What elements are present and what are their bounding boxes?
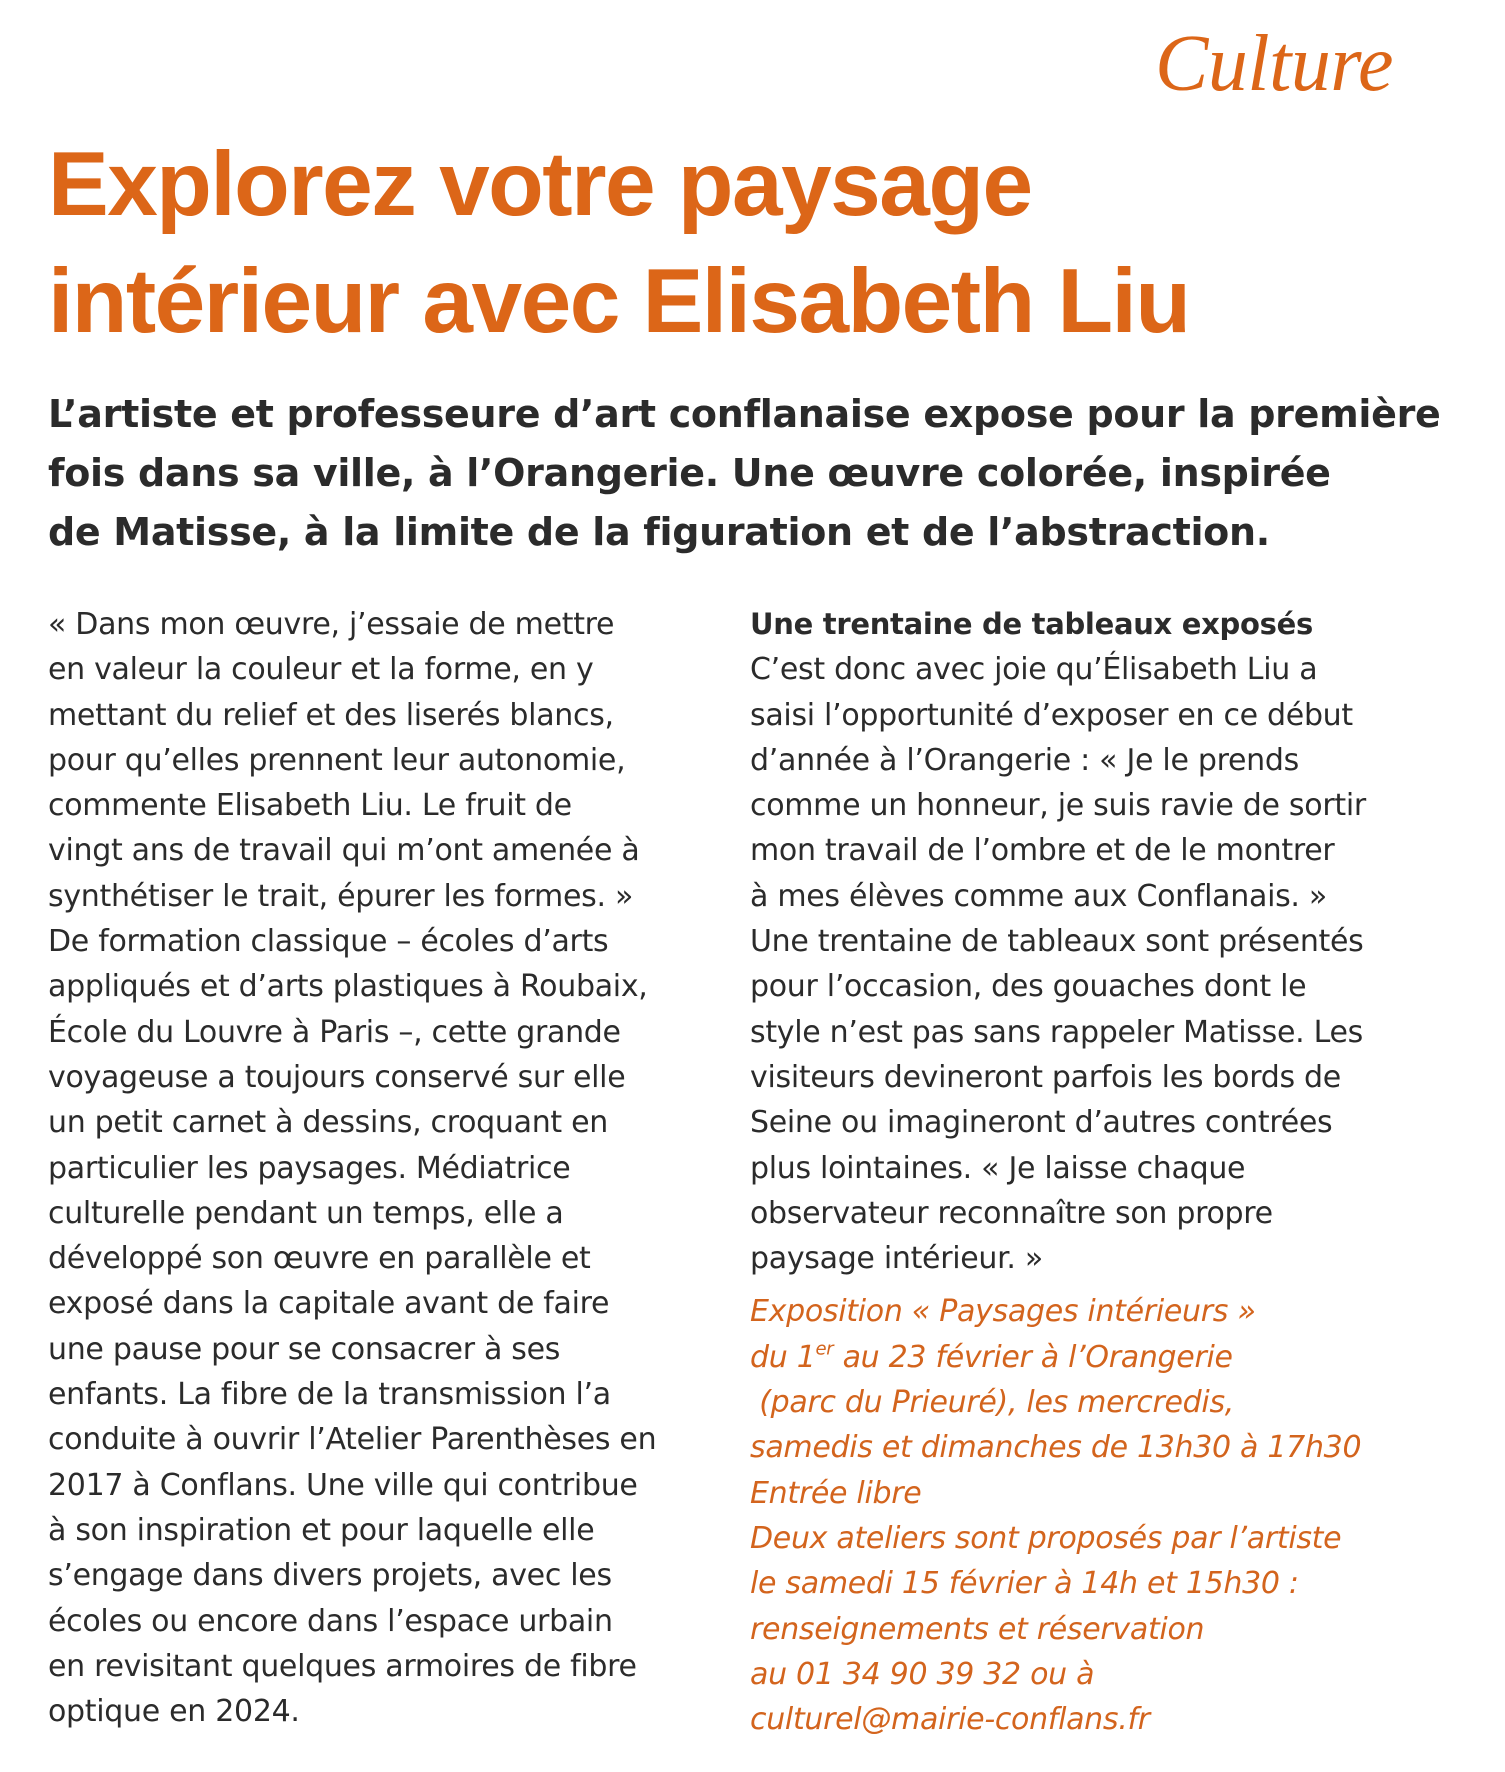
workshop-date: le samedi 15 février à 14h et 15h30 : (750, 1566, 1299, 1602)
body-line: style n’est pas sans rappeler Matisse. Les (750, 1014, 1363, 1050)
headline-line: Explorez votre paysage (48, 134, 1032, 235)
event-info-box (750, 1289, 1470, 1742)
body-line: Seine ou imagineront d’autres contrées (750, 1105, 1333, 1141)
body-line: d’année à l’Orangerie : « Je le prends (750, 742, 1299, 778)
body-line: s’engage dans divers projets, avec les (48, 1558, 612, 1594)
body-line: commente Elisabeth Liu. Le fruit de (48, 788, 572, 824)
body-line: exposé dans la capitale avant de faire (48, 1286, 610, 1322)
body-line: pour l’occasion, des gouaches dont le (750, 969, 1307, 1005)
event-title: Exposition « Paysages intérieurs » (750, 1294, 1256, 1330)
body-line: appliqués et d’arts plastiques à Roubaix, (48, 969, 648, 1005)
body-line: pour qu’elles prennent leur autonomie, (48, 742, 626, 778)
event-venue: (parc du Prieuré), les mercredis, (750, 1385, 1235, 1421)
right-column (750, 602, 1470, 1742)
headline-line: intérieur avec Elisabeth Liu (48, 251, 1190, 352)
body-line: visiteurs devineront parfois les bords de (750, 1059, 1341, 1095)
section-label: Culture (1155, 20, 1393, 108)
body-line: « Dans mon œuvre, j’essaie de mettre (48, 607, 615, 642)
booking-info: renseignements et réservation (750, 1611, 1205, 1647)
body-line: comme un honneur, je suis ravie de sortir (750, 788, 1366, 824)
body-line: une pause pour se consacrer à ses (48, 1331, 561, 1367)
body-line: en revisitant quelques armoires de fibre (48, 1648, 637, 1684)
body-line: mon travail de l’ombre et de le montrer (750, 833, 1335, 869)
body-line: un petit carnet à dessins, croquant en (48, 1105, 608, 1141)
body-line: C’est donc avec joie qu’Élisabeth Liu a (750, 652, 1318, 688)
headline (48, 126, 1428, 360)
body-line: 2017 à Conflans. Une ville qui contribue (48, 1467, 638, 1503)
event-dates (750, 1335, 1470, 1380)
body-line: à mes élèves comme aux Conflanais. » (750, 878, 1327, 914)
lead-line: de Matisse, à la limite de la figuration et de l’abstraction. (48, 510, 1270, 554)
lead-paragraph (48, 385, 1468, 562)
lead-line: fois dans sa ville, à l’Orangerie. Une œuvre colorée, inspirée (48, 451, 1331, 495)
lead-line: L’artiste et professeure d’art conflanaise expose pour la première (48, 392, 1441, 436)
left-column (48, 602, 708, 1734)
body-line: voyageuse a toujours conservé sur elle (48, 1059, 626, 1095)
body-line: synthétiser le trait, épurer les formes. » (48, 878, 633, 914)
phone-number: au 01 34 90 39 32 ou à (750, 1656, 1095, 1692)
body-line: mettant du relief et des liserés blancs, (48, 697, 614, 733)
body-line: en valeur la couleur et la forme, en y (48, 652, 594, 688)
body-line: écoles ou encore dans l’espace urbain (48, 1603, 613, 1639)
subheading: Une trentaine de tableaux exposés (750, 607, 1313, 641)
body-line: paysage intérieur. » (750, 1241, 1043, 1277)
body-line: École du Louvre à Paris –, cette grande (48, 1014, 621, 1050)
email-address: culturel@mairie-conflans.fr (750, 1702, 1150, 1738)
body-line: De formation classique – écoles d’arts (48, 924, 609, 960)
event-admission: Entrée libre (750, 1475, 922, 1511)
body-line: développé son œuvre en parallèle et (48, 1241, 591, 1277)
body-line: enfants. La fibre de la transmission l’a (48, 1377, 611, 1413)
body-line: Une trentaine de tableaux sont présentés (750, 924, 1364, 960)
event-hours: samedis et dimanches de 13h30 à 17h30 (750, 1430, 1362, 1466)
body-line: observateur reconnaître son propre (750, 1195, 1273, 1231)
body-line: à son inspiration et pour laquelle elle (48, 1512, 595, 1548)
body-line: saisi l’opportunité d’exposer en ce début (750, 697, 1353, 733)
body-line: plus lointaines. « Je laisse chaque (750, 1150, 1246, 1186)
body-line: culturelle pendant un temps, elle a (48, 1195, 564, 1231)
workshop-info: Deux ateliers sont proposés par l’artiste (750, 1520, 1342, 1556)
body-line: vingt ans de travail qui m’ont amenée à (48, 833, 640, 869)
body-line: conduite à ouvrir l’Atelier Parenthèses en (48, 1422, 657, 1458)
body-line: optique en 2024. (48, 1694, 300, 1730)
body-line: particulier les paysages. Médiatrice (48, 1150, 571, 1186)
event-dates-suffix: au 23 février à l’Orangerie (833, 1339, 1233, 1375)
event-dates-prefix: du 1 (750, 1339, 816, 1375)
ordinal-superscript: er (815, 1338, 834, 1360)
